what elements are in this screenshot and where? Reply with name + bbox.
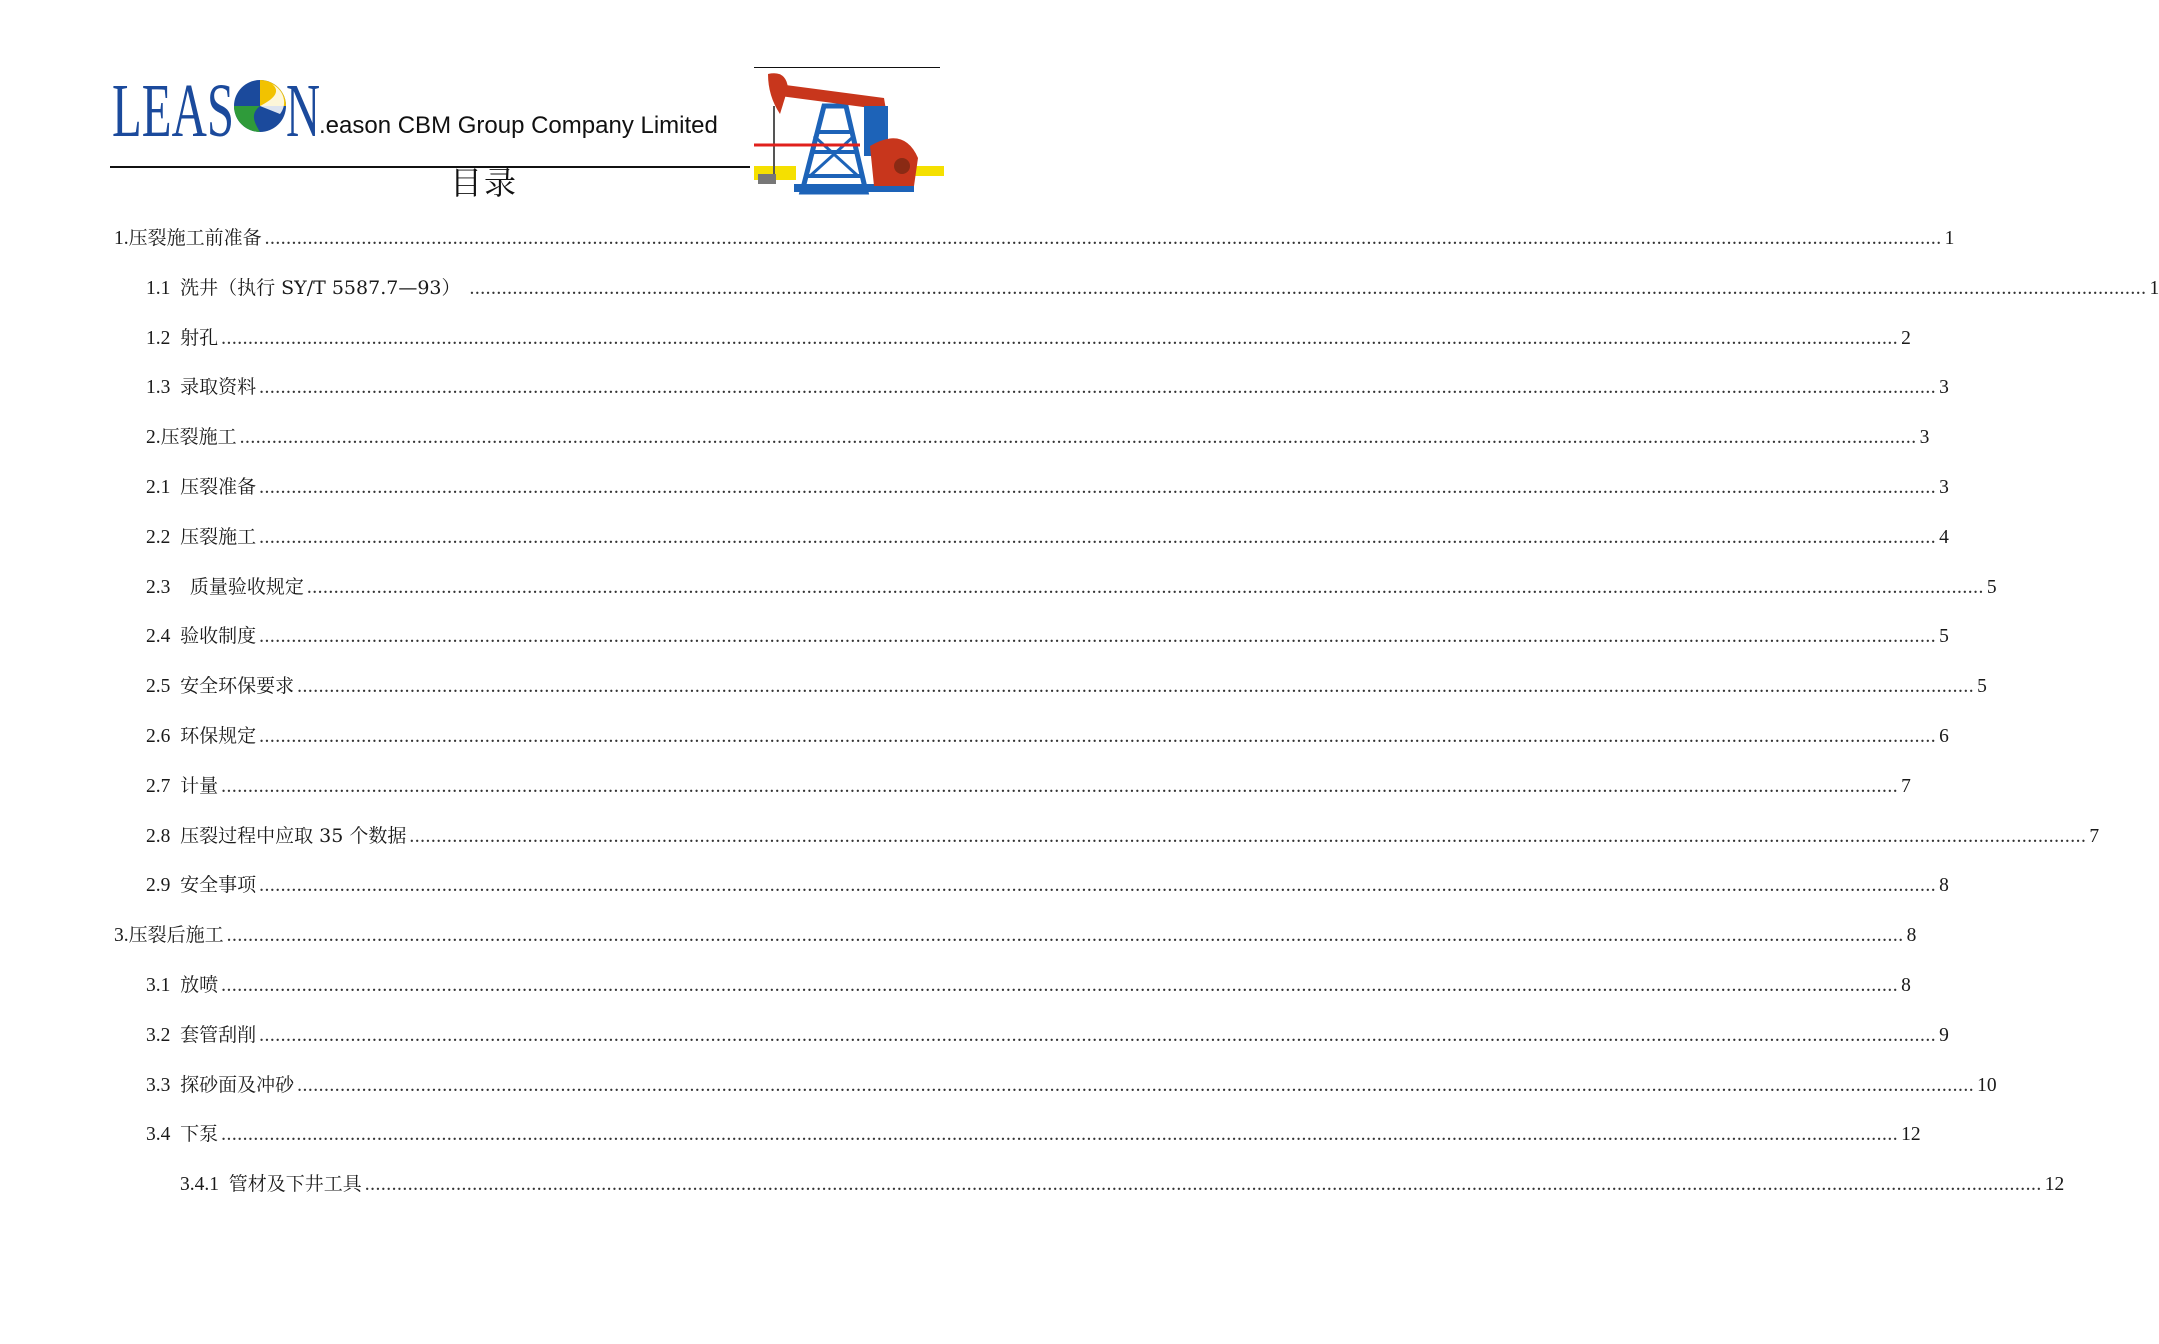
toc-dot-leader — [259, 474, 1936, 502]
toc-dot-leader — [221, 325, 1898, 353]
toc-dot-leader — [259, 524, 1936, 552]
toc-entry[interactable] — [146, 622, 1949, 650]
toc-entry-title: 套管刮削 — [180, 1023, 257, 1046]
toc-entry-number: 3.4.1 — [180, 1174, 229, 1196]
toc-dot-leader — [227, 922, 1904, 950]
toc-entry-page: 1 — [1944, 228, 1955, 249]
toc-entry[interactable] — [146, 772, 1911, 800]
toc-entry[interactable] — [146, 722, 1949, 750]
toc-dot-leader — [297, 1072, 1974, 1100]
toc-entry-title: 压裂施工 — [160, 426, 237, 449]
toc-entry-number: 2.5 — [146, 676, 181, 698]
toc-entry-title: 安全事项 — [180, 874, 257, 897]
toc-entry[interactable] — [146, 971, 1911, 999]
toc-entry[interactable] — [146, 1071, 1997, 1099]
toc-entry-title: 录取资料 — [180, 376, 257, 399]
toc-entry-page: 6 — [1939, 726, 1949, 747]
toc-entry-page: 8 — [1939, 875, 1949, 897]
toc-entry[interactable] — [180, 1170, 2065, 1198]
toc-dot-leader — [221, 972, 1898, 1000]
toc-entry-number: 1.3 — [146, 377, 181, 399]
toc-entry-number: 2. — [146, 427, 161, 449]
toc-entry[interactable] — [146, 274, 2159, 302]
toc-entry-page: 12 — [1901, 1124, 1921, 1146]
toc-entry[interactable] — [146, 871, 1949, 899]
toc-dot-leader — [259, 872, 1936, 900]
toc-dot-leader — [365, 1171, 2042, 1199]
toc-entry-number: 1.2 — [146, 327, 181, 349]
toc-entry-title: 压裂后施工 — [128, 924, 224, 947]
toc-entry-page: 5 — [1986, 576, 1997, 598]
toc-entry-title: 质量验收规定 — [189, 575, 304, 598]
toc-entry-number: 2.3 — [146, 576, 190, 598]
toc-entry-page: 5 — [1977, 676, 1987, 698]
toc-entry-number: 3.1 — [146, 975, 181, 996]
toc-entry-page: 2 — [1901, 327, 1911, 349]
toc-dot-leader — [409, 823, 2086, 851]
toc-entry-title: 探砂面及冲砂 — [180, 1073, 295, 1096]
toc-entry-number: 1.1 — [146, 277, 181, 299]
toc-entry-number: 2.7 — [146, 775, 181, 797]
toc-entry[interactable] — [146, 423, 1930, 451]
toc-entry-number: 3.4 — [146, 1124, 181, 1146]
toc-entry-number: 3. — [114, 925, 129, 947]
toc-entry-page: 3 — [1939, 477, 1949, 498]
toc-entry[interactable] — [146, 1021, 1949, 1049]
toc-entry-page: 9 — [1939, 1024, 1949, 1046]
toc-dot-leader — [259, 623, 1936, 651]
toc-entry-title: 下泵 — [180, 1123, 219, 1146]
toc-entry-title: 压裂施工前准备 — [128, 227, 262, 249]
toc-entry[interactable] — [146, 1120, 1921, 1148]
toc-entry-title: 射孔 — [180, 326, 219, 349]
toc-entry-page: 7 — [1901, 775, 1911, 797]
toc-entry-title: 管材及下井工具 — [228, 1173, 362, 1196]
toc-entry-title: 安全环保要求 — [180, 675, 295, 698]
toc-entry-number: 2.4 — [146, 626, 181, 648]
toc-entry[interactable] — [146, 672, 1987, 700]
toc-entry-page: 5 — [1939, 626, 1949, 648]
toc-entry[interactable] — [146, 473, 1949, 501]
svg-text:N: N — [286, 69, 320, 153]
toc-entry-page: 12 — [2044, 1174, 2065, 1196]
toc-entry-number: 2.1 — [146, 477, 181, 498]
toc-dot-leader — [265, 225, 1942, 253]
company-name: .eason CBM Group Company Limited — [319, 112, 718, 139]
toc-entry-title: 验收制度 — [180, 625, 257, 648]
toc-entry-number: 2.8 — [146, 825, 181, 847]
toc-entry[interactable] — [146, 324, 1911, 352]
toc-entry-title: 放喷 — [180, 974, 219, 996]
toc-entry-number: 1. — [114, 228, 129, 249]
toc-title: 目录 — [449, 164, 518, 202]
toc-entry-title: 压裂过程中应取 35 个数据 — [180, 824, 407, 847]
toc-entry-page: 3 — [1919, 427, 1930, 449]
toc-dot-leader — [240, 424, 1917, 452]
toc-entry-number: 3.3 — [146, 1074, 181, 1096]
toc-entry-number: 3.2 — [146, 1024, 181, 1046]
toc-entry-title: 环保规定 — [180, 725, 257, 747]
toc-entry-page: 4 — [1939, 526, 1949, 548]
toc-dot-leader — [221, 773, 1898, 801]
toc-entry[interactable] — [114, 921, 1917, 949]
toc-dot-leader — [470, 275, 2147, 303]
toc-entry[interactable] — [146, 373, 1949, 401]
toc-entry-page: 3 — [1939, 377, 1949, 399]
toc-entry[interactable] — [146, 573, 1997, 601]
toc-entry[interactable] — [114, 224, 1955, 252]
toc-entry-title: 计量 — [180, 774, 219, 797]
toc-entry-page: 10 — [1977, 1074, 1997, 1096]
toc-dot-leader — [221, 1121, 1898, 1149]
toc-dot-leader — [297, 673, 1974, 701]
toc-entry-page: 1 — [2149, 277, 2159, 299]
toc-entry-page: 8 — [1906, 925, 1917, 947]
toc-entry-number: 2.9 — [146, 875, 181, 897]
toc-dot-leader — [259, 374, 1936, 402]
toc-entry[interactable] — [146, 523, 1949, 551]
toc-dot-leader — [259, 723, 1936, 751]
toc-entry[interactable] — [146, 822, 2100, 850]
toc-entry-page: 8 — [1901, 975, 1911, 996]
toc-entry-page: 7 — [2089, 825, 2100, 847]
toc-entry-number: 2.6 — [146, 726, 181, 747]
toc-dot-leader — [307, 574, 1984, 602]
toc-entry-number: 2.2 — [146, 526, 181, 548]
svg-text:LEAS: LEAS — [112, 69, 234, 153]
toc-entry-title: 压裂施工 — [180, 525, 257, 548]
toc-entry-title: 压裂准备 — [180, 476, 257, 498]
leason-logo — [112, 69, 322, 153]
toc-dot-leader — [259, 1022, 1936, 1050]
toc-entry-title: 洗井（执行 SY/T 5587.7—93） — [180, 276, 467, 299]
